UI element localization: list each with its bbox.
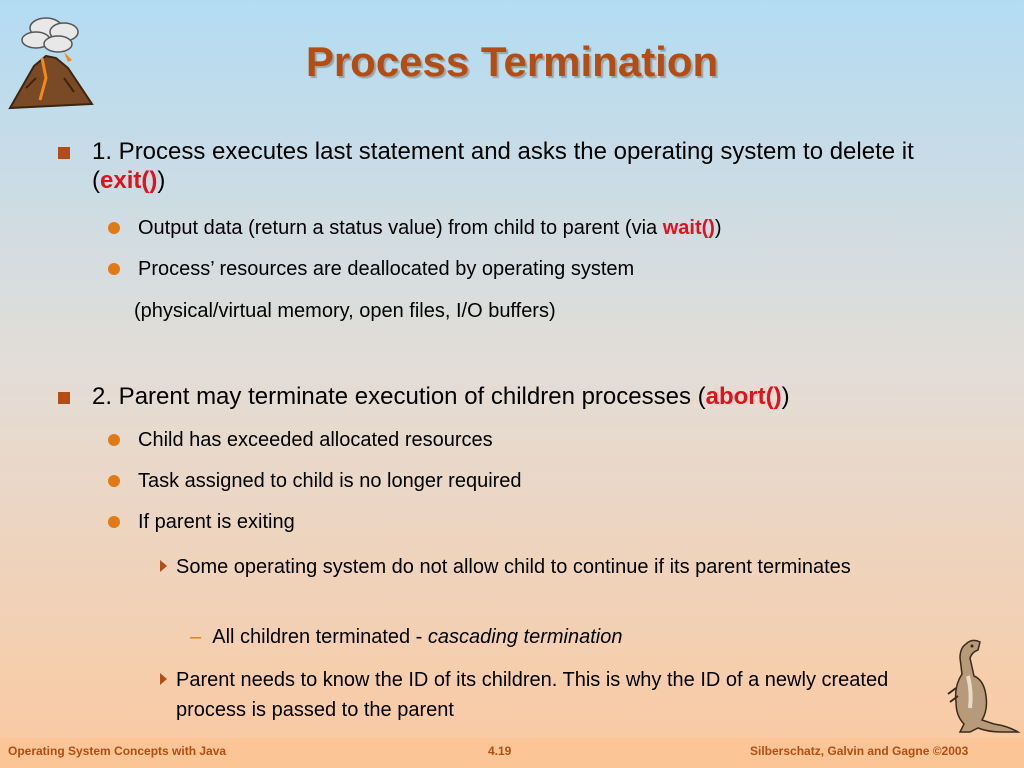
point-text: Output data (return a status value) from child to parent (via	[138, 217, 663, 239]
point-text: 1. Process executes last statement and asks the operating system to delete it (	[92, 138, 914, 194]
point-1a	[138, 216, 958, 240]
point-text: All children terminated -	[212, 626, 428, 648]
point-2c2: Parent needs to know the ID of its children. This is why the ID of a newly created process is passed to the parent	[176, 669, 889, 721]
dot-bullet-icon	[108, 434, 120, 446]
point-1	[92, 138, 972, 196]
footer-left: Operating System Concepts with Java	[8, 744, 227, 758]
arrow-bullet-icon	[160, 560, 167, 572]
keyword-wait: wait()	[662, 217, 715, 239]
point-2c1a	[190, 625, 950, 649]
point-close: )	[714, 217, 722, 239]
point-2	[92, 383, 972, 412]
point-1b: Process’ resources are deallocated by operating system	[138, 258, 635, 280]
page-title: Process Termination	[305, 38, 719, 85]
point-2c: If parent is exiting	[138, 511, 295, 533]
dot-bullet-icon	[108, 263, 120, 275]
dot-bullet-icon	[108, 222, 120, 234]
dot-bullet-icon	[108, 516, 120, 528]
point-2a: Child has exceeded allocated resources	[138, 429, 493, 451]
point-close: )	[781, 383, 790, 410]
point-2c1: Some operating system do not allow child to continue if its parent terminates	[176, 556, 851, 578]
footer-right: Silberschatz, Galvin and Gagne ©2003	[750, 744, 969, 758]
point-text: 2. Parent may terminate execution of children processes (	[92, 383, 706, 410]
point-emphasis: cascading termination	[427, 626, 623, 648]
arrow-bullet-icon	[160, 673, 167, 685]
point-1c: (physical/virtual memory, open files, I/O buffers)	[134, 300, 556, 322]
dinosaur-icon	[942, 636, 1022, 736]
point-2b: Task assigned to child is no longer required	[138, 470, 522, 492]
keyword-abort: abort()	[705, 383, 782, 410]
point-close: )	[157, 166, 166, 194]
footer-page-number: 4.19	[488, 744, 512, 758]
square-bullet-icon	[58, 392, 70, 404]
dash-bullet-icon: –	[190, 626, 202, 648]
keyword-exit: exit()	[100, 166, 158, 194]
dot-bullet-icon	[108, 475, 120, 487]
square-bullet-icon	[58, 147, 70, 159]
